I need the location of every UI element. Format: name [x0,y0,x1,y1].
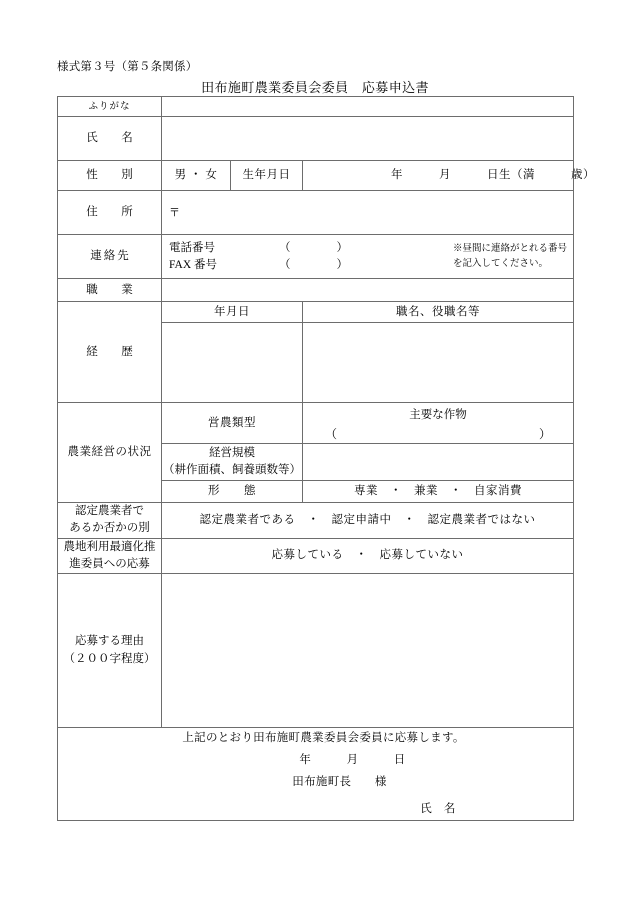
contact-value-cell [162,235,574,279]
address-value-cell[interactable] [162,191,574,235]
contact-label [58,235,162,279]
farm-form-label-text: 形 態 [208,485,256,498]
farm-scale-value-cell[interactable] [303,444,574,481]
farm-status-label-text: 農業経営の状況 [67,446,152,459]
birthdate-label-text: 生年月日 [242,169,291,182]
optimization-label-line-2: 進委員への応募 [69,557,150,570]
declaration-cell [58,728,574,821]
occupation-value-cell[interactable] [162,279,574,302]
fax-input[interactable]: （ ） [279,258,349,271]
contact-note [453,242,573,271]
table-row-gender-birthdate [58,161,574,191]
main-crops-label: 主要な作物 [409,409,467,421]
table-row-certified-farmer [58,503,574,539]
table-row-contact [58,235,574,279]
postal-mark-icon: 〒 [169,207,180,220]
table-row-farm-type [58,403,574,444]
main-crops-wrap [303,403,573,443]
gender-label [58,161,162,191]
certified-label-line-1: 認定農業者で [75,505,144,518]
table-row-optimization-committee [58,538,574,574]
declaration-text: 上記のとおり田布施町農業委員会委員に応募します。 [182,732,465,745]
contact-grid [162,240,573,273]
main-crops-cell[interactable] [303,403,574,444]
declaration-signature-label[interactable]: 氏 名 [420,803,456,816]
career-position-cell[interactable] [303,323,574,403]
career-date-header [162,302,303,323]
contact-note-line-1: ※昼間に連絡がとれる番号 [452,243,567,254]
birthdate-value-cell[interactable] [303,161,595,191]
tel-label: 電話番号 [169,241,215,254]
furigana-label-text: ふりがな [88,102,131,113]
optimization-label-line-1: 農地利用最適化推 [63,540,156,553]
career-label-text: 経 歴 [86,345,139,358]
furigana-value-cell[interactable] [162,97,574,117]
address-label-text: 住 所 [86,206,139,219]
reason-textarea[interactable] [162,574,574,728]
farm-type-label [162,403,303,444]
table-row-reason [58,574,574,728]
occupation-label [58,279,162,302]
birthdate-label [231,161,303,191]
farm-scale-label-line-1: 経営規模 [209,446,255,459]
table-row-declaration [58,728,574,821]
contact-note-line-2: を記入してください。 [452,258,548,269]
farm-scale-label-stack [162,445,302,480]
main-crops-input[interactable] [303,424,573,443]
career-date-cell[interactable] [162,323,303,403]
farm-form-options-text: 専業 ・ 兼業 ・ 自家消費 [354,485,522,498]
farm-status-label [58,403,162,503]
career-date-header-text: 年月日 [214,305,250,318]
reason-label-line-2: （２００字程度） [63,652,156,665]
occupation-label-text: 職 業 [86,283,139,296]
contact-field-labels [169,240,217,273]
address-label [58,191,162,235]
farm-form-options-cell[interactable] [303,481,574,503]
farm-scale-label [162,444,303,481]
optimization-label-stack [58,539,161,574]
reason-label [58,574,162,728]
table-row-furigana [58,97,574,117]
career-position-header [303,302,574,323]
name-label [58,117,162,161]
table-row-career-header [58,302,574,323]
reason-label-line-1: 応募する理由 [75,635,144,648]
optimization-options-text: 応募している ・ 応募していない [271,549,464,562]
furigana-label [58,97,162,117]
table-row-name [58,117,574,161]
application-form-table [57,96,595,821]
contact-label-text: 連絡先 [90,250,131,263]
name-value-cell[interactable] [162,117,574,161]
main-crops-paren-close: ） [538,426,551,441]
form-number: 様式第３号（第５条関係） [57,61,198,73]
contact-field-inputs[interactable] [279,240,348,273]
optimization-options-cell[interactable] [162,538,574,574]
gender-label-text: 性 別 [86,169,139,182]
farm-scale-label-line-2: （耕作面積、飼養頭数等） [163,464,301,477]
reason-label-stack [58,633,161,668]
career-position-header-text: 職名、役職名等 [396,305,480,318]
career-label [58,302,162,403]
optimization-label [58,538,162,574]
name-label-text: 氏 名 [86,132,139,145]
farm-type-label-text: 営農類型 [208,416,256,429]
table-row-address [58,191,574,235]
certified-label-line-2: あるか否かの別 [69,522,150,535]
certified-options-cell[interactable] [162,503,574,539]
fax-label: FAX 番号 [169,258,218,271]
table-row-occupation [58,279,574,302]
certified-label [58,503,162,539]
certified-label-stack [58,503,161,538]
certified-options-text: 認定農業者である ・ 認定申請中 ・ 認定農業者ではない [199,513,536,526]
main-crops-paren-open: （ [325,426,338,441]
gender-options-text: 男 ・ 女 [174,169,218,182]
farm-form-label [162,481,303,503]
birthdate-line-text: 年 月 日生（満 歳） [391,169,595,182]
page-title: 田布施町農業委員会委員 応募申込書 [201,80,429,95]
declaration-addressee: 田布施町長 様 [292,775,387,788]
tel-input[interactable]: （ ） [279,241,349,254]
gender-options-cell[interactable] [162,161,231,191]
declaration-date-line[interactable]: 年 月 日 [299,753,406,766]
